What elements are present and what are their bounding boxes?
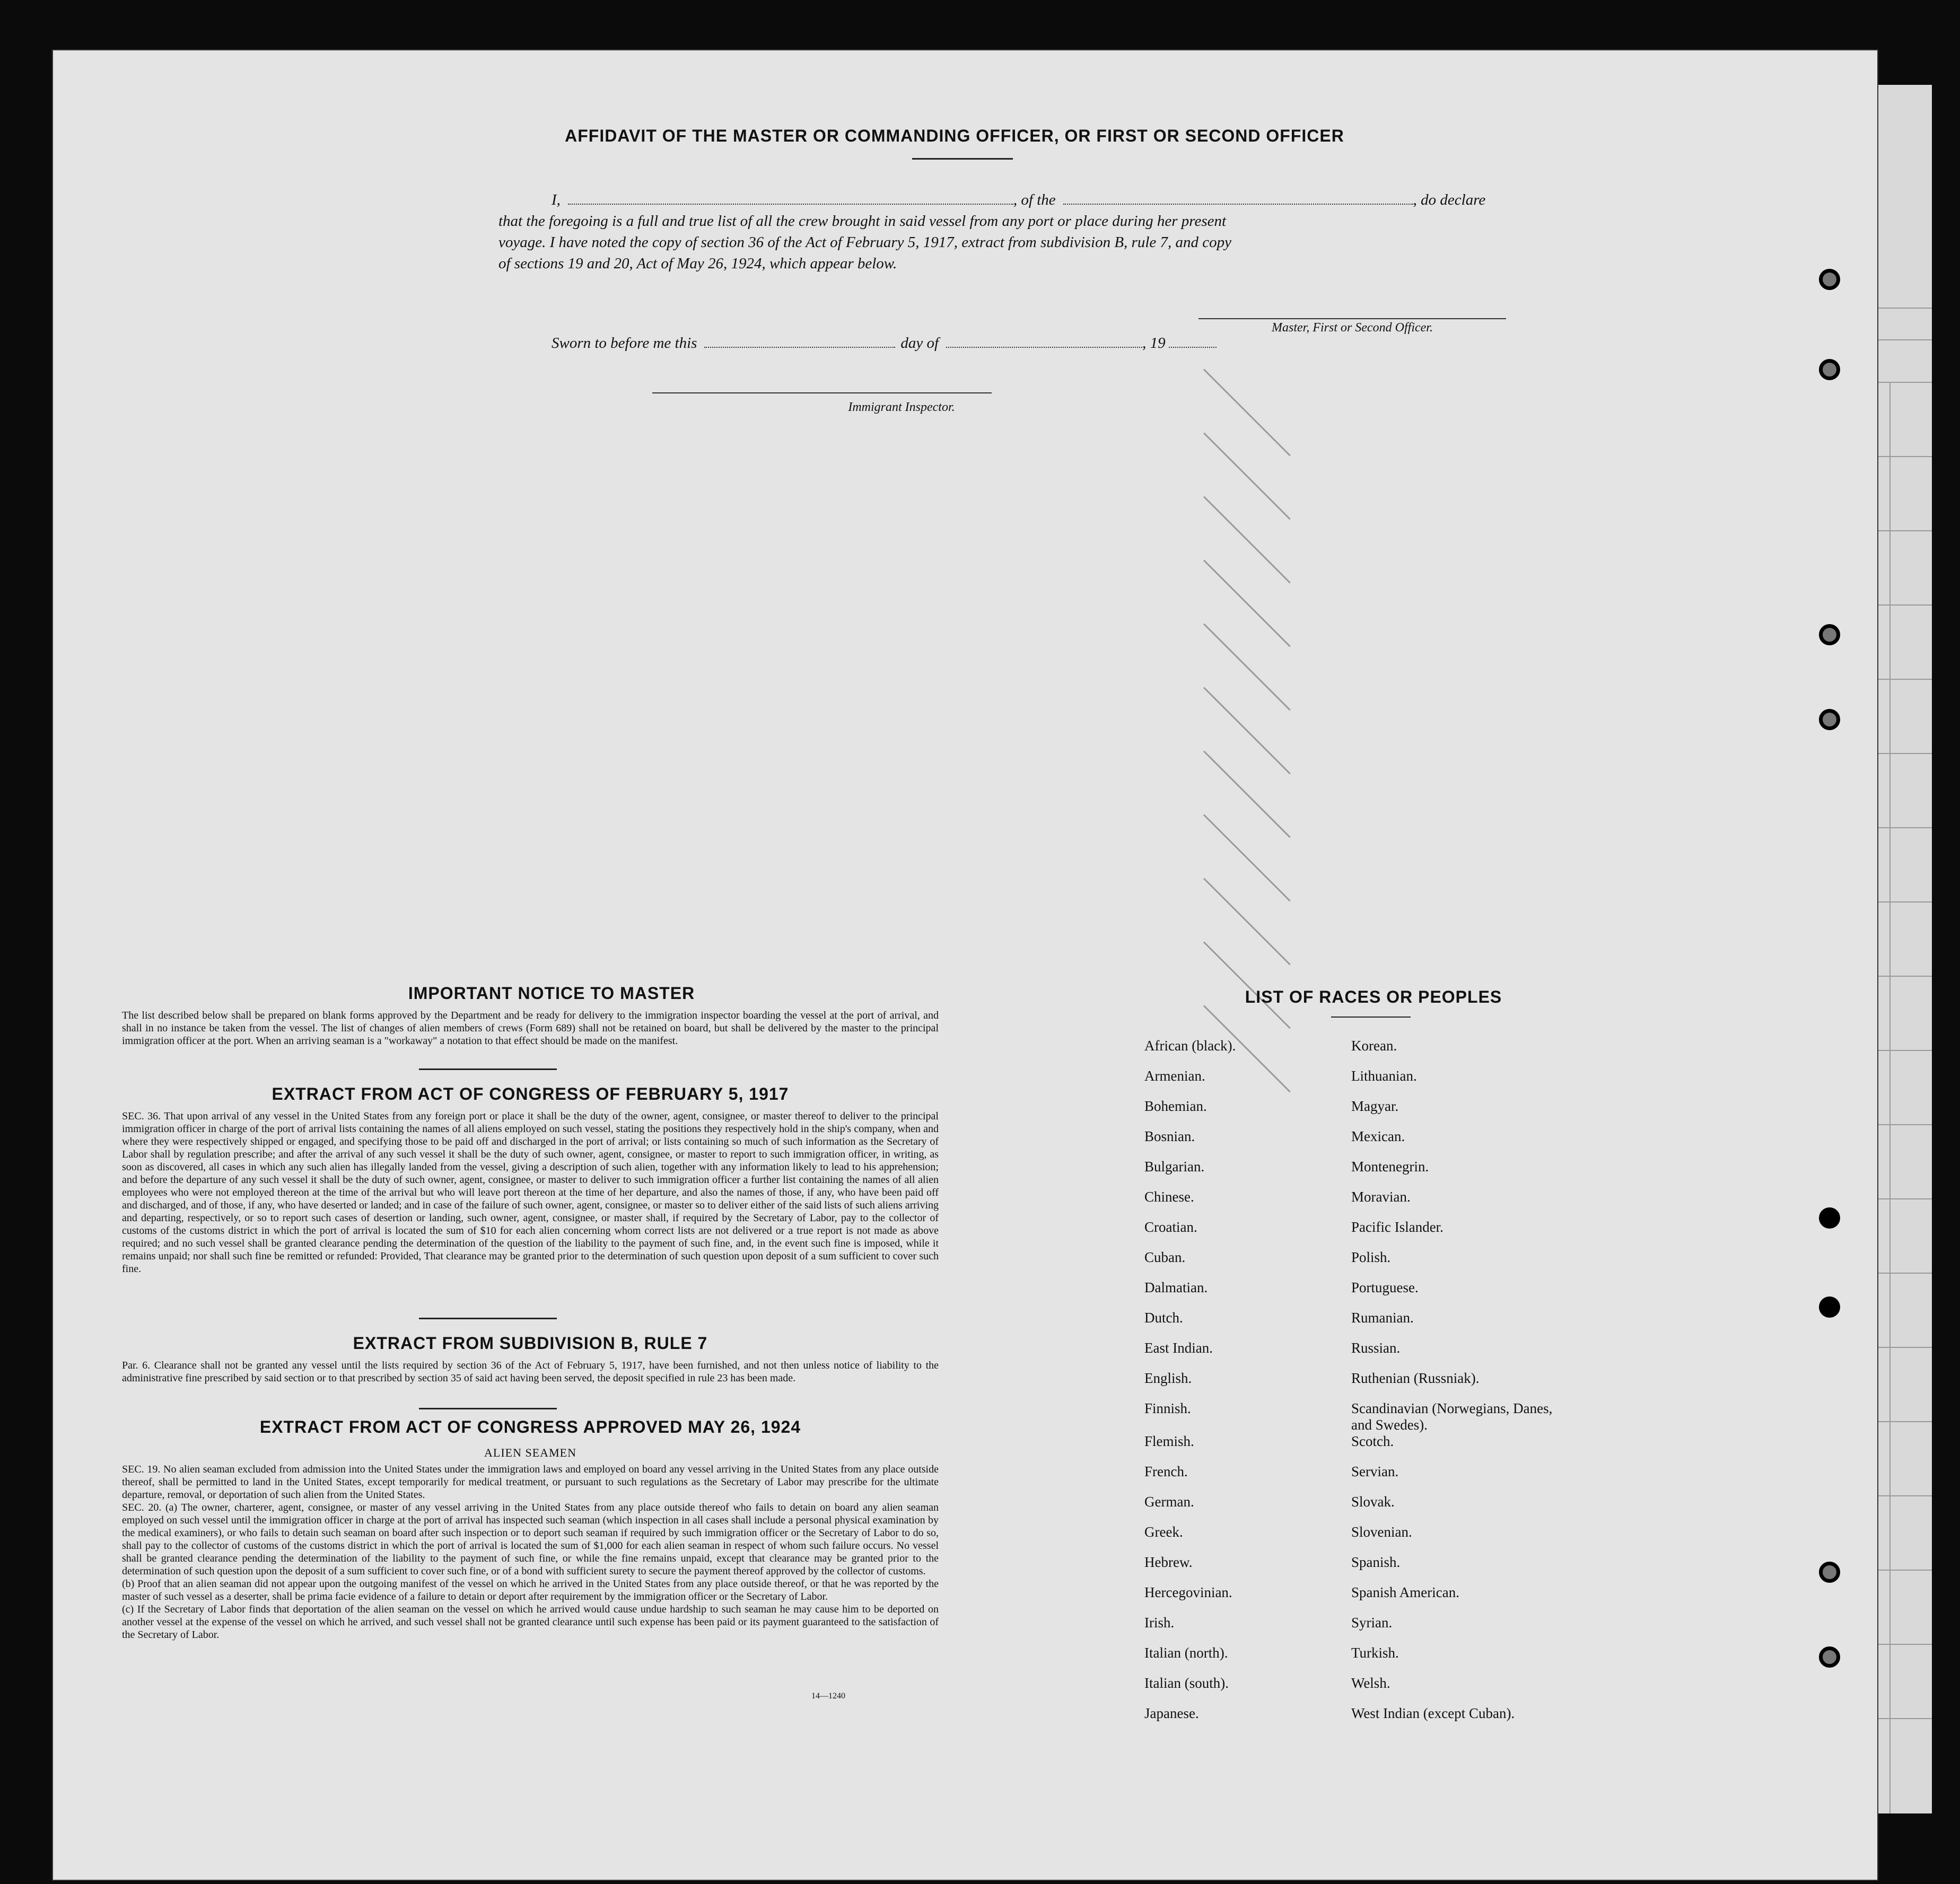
- year-label: , 19: [1142, 335, 1166, 352]
- race-row: [1144, 1615, 1574, 1645]
- notice-body: The list described below shall be prepared on blank forms approved by the Department and be ready for delivery to the immigration inspector boarding the vessel at the port of arrival, and shall in no instance be taken from the vessel. The list of changes of alien members of crews (Form 689) shall not be retained on board, but shall be delivered by the master to the principal immigration officer at the port. When an arriving seaman is a "workaway" a notation to that effect should be made on the manifest.: [122, 1010, 939, 1047]
- race-left-item: Cuban.: [1144, 1249, 1186, 1265]
- affidavit-title: AFFIDAVIT OF THE MASTER OR COMMANDING OFFICER, OR FIRST OR SECOND OFFICER: [565, 126, 1344, 145]
- race-row: [1144, 1494, 1574, 1524]
- sworn-day-field[interactable]: [704, 334, 895, 348]
- race-row: [1144, 1038, 1574, 1068]
- race-left-item: Hebrew.: [1144, 1554, 1193, 1570]
- race-right-item: Rumanian.: [1351, 1310, 1414, 1326]
- race-row: [1144, 1705, 1574, 1736]
- race-right-item: West Indian (except Cuban).: [1351, 1705, 1515, 1721]
- race-right-item: Spanish American.: [1351, 1584, 1459, 1600]
- race-right-item: Turkish.: [1351, 1645, 1399, 1661]
- name-field[interactable]: [568, 191, 1013, 205]
- race-left-item: Italian (south).: [1144, 1675, 1229, 1691]
- race-left-item: Dalmatian.: [1144, 1280, 1208, 1295]
- punch-hole: [1819, 1296, 1840, 1318]
- affidavit-body: [498, 189, 1522, 274]
- inspector-signature-line[interactable]: [652, 392, 992, 393]
- race-right-item: Slovenian.: [1351, 1524, 1412, 1540]
- race-row: [1144, 1645, 1574, 1675]
- race-row: [1144, 1159, 1574, 1189]
- races-table: [1144, 1038, 1574, 1736]
- punch-hole: [1819, 709, 1840, 730]
- sworn-month-field[interactable]: [946, 334, 1142, 348]
- extract-1917-body: SEC. 36. That upon arrival of any vessel in the United States from any foreign port or place it shall be the duty of the owner, agent, consignee, or master thereof to deliver to the principal immigration officer in charge of the port of arrival lists containing the names of all aliens employed on such vessel, stating the positions they respectively hold in the ship's company, when and where they were respectively shipped or engaged, and specifying those to be paid off and discharged in the port of arrival; or lists containing so much of such information as the Secretary of Labor shall by regulation prescribe; and after the arrival of any such vessel it shall be the duty of such owner, agent, consignee, or master to report to such immigration officer, in writing, as soon as discovered, all cases in which any such alien has illegally landed from the vessel, giving a description of such alien, together with any information likely to lead to his apprehension; and before the departure of any such vessel it shall be the duty of such owner, agent, consignee, or master to deliver to such immigration officer a further list containing the names of all alien employees who were not employed thereon at the time of the arrival but who will leave port thereon at the time of her departure, and also the names of those, if any, who have been paid off and discharged, and of those, if any, who have deserted or landed; and in case of the failure of such owner, agent, consignee, or master so to deliver either of the said lists of such aliens arriving and departing, respectively, or so to report such cases of desertion or landing, such owner, agent, consignee, or master shall, if required by the Secretary of Labor, pay to the collector of customs of the customs district in which the port of arrival is located the sum of $10 for each alien concerning whom correct lists are not delivered or a true report is not made as above required; and no such vessel shall be granted clearance pending the determination of the question of the liability to the payment of such fine, and, in the event such fine is imposed, while it remains unpaid; nor shall such fine be remitted or refunded: Provided, That clearance may be granted prior to the determination of such question upon deposit of a sum sufficient to cover such fine.: [122, 1110, 939, 1275]
- punch-hole: [1819, 1562, 1840, 1583]
- race-right-item: Ruthenian (Russniak).: [1351, 1370, 1480, 1386]
- extract-rule7-title: EXTRACT FROM SUBDIVISION B, RULE 7: [353, 1334, 708, 1353]
- race-right-item: Montenegrin.: [1351, 1159, 1429, 1175]
- race-row: [1144, 1584, 1574, 1615]
- form-page: [53, 50, 1877, 1880]
- race-left-item: African (black).: [1144, 1038, 1236, 1054]
- section-20b: (b) Proof that an alien seaman did not appear upon the outgoing manifest of the vessel on which he arrived in the United States from any place outside thereof, or that he was reported by the master of such vessel as a deserter, shall be prima facie evidence of a failure to detain or deport after requirement by the immigration officer or the Secretary of Labor.: [122, 1578, 939, 1602]
- race-left-item: Finnish.: [1144, 1400, 1191, 1416]
- race-left-item: Italian (north).: [1144, 1645, 1228, 1661]
- race-left-item: English.: [1144, 1370, 1192, 1386]
- race-left-item: German.: [1144, 1494, 1194, 1510]
- race-row: [1144, 1433, 1574, 1464]
- race-row: [1144, 1280, 1574, 1310]
- race-left-item: Croatian.: [1144, 1219, 1197, 1235]
- sworn-year-field[interactable]: [1169, 334, 1217, 348]
- race-right-item: Pacific Islander.: [1351, 1219, 1443, 1235]
- punch-hole: [1819, 1207, 1840, 1229]
- inspector-label: Immigrant Inspector.: [848, 400, 955, 414]
- race-left-item: Bulgarian.: [1144, 1159, 1205, 1175]
- sworn-label: Sworn to before me this: [552, 335, 697, 352]
- master-signature-label: Master, First or Second Officer.: [1272, 321, 1433, 335]
- race-row: [1144, 1400, 1574, 1433]
- punch-hole: [1819, 359, 1840, 380]
- day-of-label: day of: [900, 335, 939, 352]
- race-right-item: Portuguese.: [1351, 1280, 1419, 1295]
- do-declare-label: , do declare: [1413, 191, 1486, 208]
- form-number: 14—1240: [811, 1692, 845, 1701]
- race-row: [1144, 1068, 1574, 1098]
- race-right-item: Scotch.: [1351, 1433, 1394, 1449]
- race-row: [1144, 1464, 1574, 1494]
- alien-seamen-subtitle: ALIEN SEAMEN: [484, 1446, 576, 1459]
- race-right-item: Polish.: [1351, 1249, 1391, 1265]
- vessel-field[interactable]: [1063, 191, 1413, 205]
- race-row: [1144, 1098, 1574, 1128]
- race-left-item: Hercegovinian.: [1144, 1584, 1232, 1600]
- section-19: SEC. 19. No alien seaman excluded from admission into the United States under the immigration laws and employed on board any vessel arriving in the United States from any place outside thereof, shall be permitted to land in the United States, except temporarily for medical treatment, or pursuant to such regulations as the Secretary of Labor may prescribe for the ultimate departure, removal, or deportation of such alien from the United States.: [122, 1464, 939, 1501]
- of-the-label: , of the: [1013, 191, 1056, 208]
- race-right-item: Magyar.: [1351, 1098, 1399, 1114]
- race-left-item: Armenian.: [1144, 1068, 1205, 1084]
- race-left-item: Japanese.: [1144, 1705, 1199, 1721]
- race-left-item: Dutch.: [1144, 1310, 1183, 1326]
- races-title: LIST OF RACES OR PEOPLES: [1245, 987, 1502, 1006]
- race-row: [1144, 1189, 1574, 1219]
- extract-1924-title: EXTRACT FROM ACT OF CONGRESS APPROVED MAY 26, 1924: [259, 1417, 801, 1436]
- race-left-item: Flemish.: [1144, 1433, 1194, 1449]
- race-row: [1144, 1128, 1574, 1159]
- race-row: [1144, 1219, 1574, 1249]
- race-row: [1144, 1310, 1574, 1340]
- affidavit-line-1: that the foregoing is a full and true list of all the crew brought in said vessel from any port or place during her present: [498, 213, 1227, 230]
- i-label: I,: [552, 191, 561, 208]
- race-left-item: Bohemian.: [1144, 1098, 1207, 1114]
- race-row: [1144, 1554, 1574, 1584]
- race-right-item: Russian.: [1351, 1340, 1401, 1356]
- race-right-item: Lithuanian.: [1351, 1068, 1417, 1084]
- race-left-item: French.: [1144, 1464, 1188, 1479]
- race-right-item: Mexican.: [1351, 1128, 1405, 1144]
- race-right-item: Welsh.: [1351, 1675, 1390, 1691]
- punch-hole: [1819, 1646, 1840, 1668]
- race-left-item: Irish.: [1144, 1615, 1175, 1631]
- race-right-item: Syrian.: [1351, 1615, 1393, 1631]
- race-row: [1144, 1249, 1574, 1280]
- affidavit-line-2: voyage. I have noted the copy of section 36 of the Act of February 5, 1917, extract from subdivision B, rule 7, and copy: [498, 234, 1232, 251]
- race-right-item: Servian.: [1351, 1464, 1399, 1479]
- race-row: [1144, 1340, 1574, 1370]
- extract-1917-title: EXTRACT FROM ACT OF CONGRESS OF FEBRUARY 5, 1917: [272, 1084, 789, 1103]
- race-row: [1144, 1524, 1574, 1554]
- race-right-item: Korean.: [1351, 1038, 1397, 1054]
- punch-hole: [1819, 269, 1840, 290]
- race-right-item: Moravian.: [1351, 1189, 1411, 1205]
- extract-1924-body: [122, 1463, 939, 1641]
- race-row: [1144, 1675, 1574, 1705]
- section-20a: SEC. 20. (a) The owner, charterer, agent, consignee, or master of any vessel arriving in the United States from any place outside thereof who fails to detain on board any alien seaman employed on such vessel until the immigration officer in charge at the port of arrival has inspected such seaman (which inspection in all cases shall include a personal physical examination by the medical examiners), or who fails to detain such seaman on board after such inspection or to deport such seaman if required by such immigration officer or the Secretary of Labor to do so, shall pay to the collector of customs of the customs district in which the port of arrival is located the sum of $1,000 for each alien seaman in respect of whom such failure occurs. No vessel shall be granted clearance pending the determination of the liability to the payment of such fine, or while the fine remains unpaid, except that clearance may be granted prior to the determination of such question upon the deposit of a sum sufficient to cover such fine, or of a bond with sufficient surety to secure the payment thereof approved by the collector of customs.: [122, 1502, 939, 1577]
- notice-title: IMPORTANT NOTICE TO MASTER: [408, 984, 695, 1003]
- race-right-item: Spanish.: [1351, 1554, 1401, 1570]
- affidavit-line-3: of sections 19 and 20, Act of May 26, 1924, which appear below.: [498, 255, 897, 272]
- extract-rule7-body: Par. 6. Clearance shall not be granted any vessel until the lists required by section 36 of the Act of February 5, 1917, have been furnished, and not then unless notice of liability to the administrative fine prescribed by said section or to that prescribed by section 35 of said act having been served, the deposit specified in rule 23 has been made.: [122, 1360, 939, 1384]
- race-left-item: Chinese.: [1144, 1189, 1194, 1205]
- race-right-item: Scandinavian (Norwegians, Danes, and Swedes).: [1351, 1400, 1553, 1433]
- sworn-row: [498, 334, 1294, 352]
- punch-hole: [1819, 624, 1840, 645]
- race-left-item: Bosnian.: [1144, 1128, 1195, 1144]
- race-row: [1144, 1370, 1574, 1400]
- race-right-item: Slovak.: [1351, 1494, 1395, 1510]
- race-left-item: East Indian.: [1144, 1340, 1213, 1356]
- race-left-item: Greek.: [1144, 1524, 1183, 1540]
- master-signature-line[interactable]: [1198, 318, 1506, 319]
- section-20c: (c) If the Secretary of Labor finds that deportation of the alien seaman on the vessel on which he arrived would cause undue hardship to such seaman he may cause him to be deported on another vessel at the expense of the vessel on which he arrived, and such vessel shall not be granted clearance until such expense has been paid or its payment guaranteed to the satisfaction of the Secretary of Labor.: [122, 1603, 939, 1641]
